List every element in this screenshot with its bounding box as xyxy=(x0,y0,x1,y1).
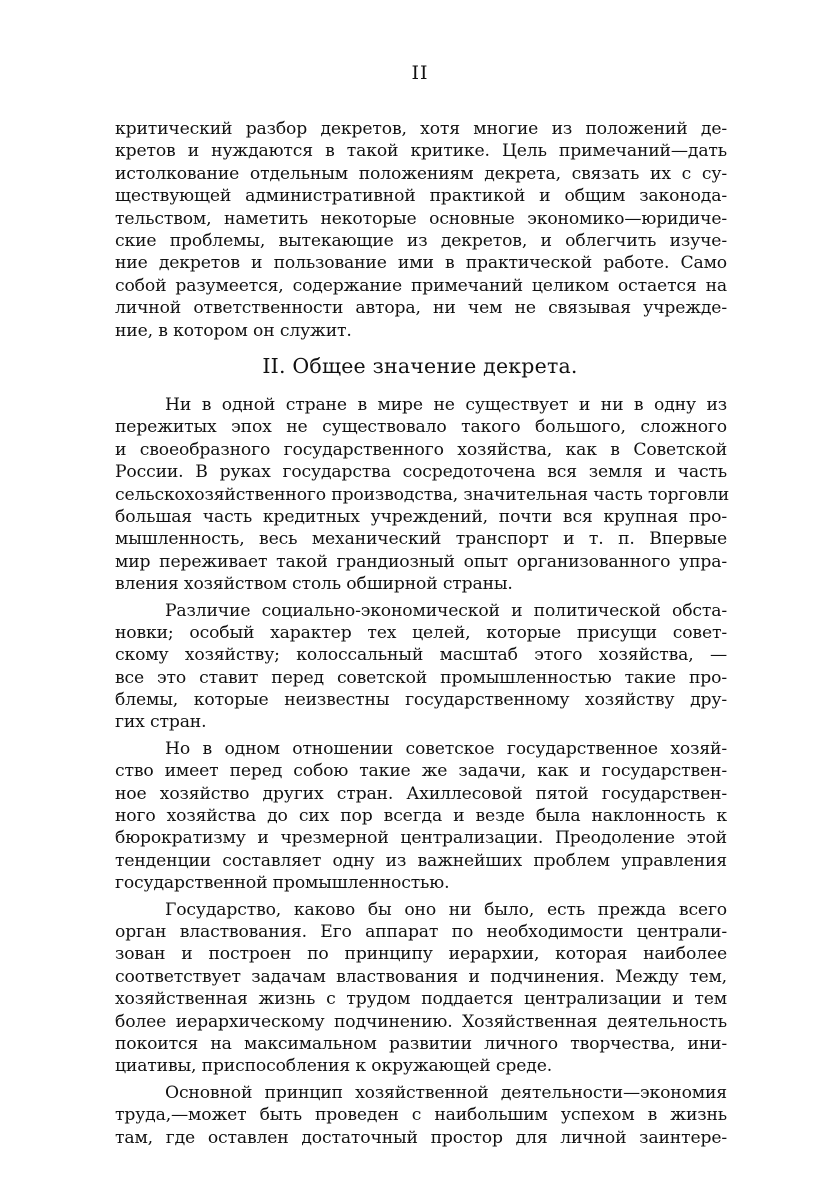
text-line: бюрократизму и чрезмерной централизации. Преодоление этой xyxy=(115,828,727,849)
text-line: там, где оставлен достаточный простор для личной заинтере- xyxy=(115,1127,727,1148)
text-line: кретов и нуждаются в такой критике. Цель примечаний—дать xyxy=(115,141,727,162)
text-line: гих стран. xyxy=(115,712,207,733)
page-number: II xyxy=(411,62,429,84)
text-line: орган властвования. Его аппарат по необходимости централи- xyxy=(115,921,727,942)
text-line: вления хозяйством столь обширной страны. xyxy=(115,574,513,595)
text-line: и своеобразного государственного хозяйства, как в Советской xyxy=(115,439,727,460)
text-line: ного хозяйства до сих пор всегда и везде была наклонность к xyxy=(115,806,727,827)
paragraph xyxy=(115,600,727,734)
text-line: соответствует задачам властвования и подчинения. Между тем, xyxy=(115,966,727,987)
text-line: мышленность, весь механический транспорт и т. п. Впервые xyxy=(115,529,727,550)
text-line: тельством, наметить некоторые основные экономико—юридиче- xyxy=(115,208,727,229)
text-line: ное хозяйство других стран. Ахиллесовой пятой государствен- xyxy=(115,783,727,804)
text-line: Но в одном отношении советское государственное хозяй- xyxy=(165,738,727,759)
text-line: новки; особый характер тех целей, которые присущи совет- xyxy=(115,622,727,643)
section-heading: II. Общее значение декрета. xyxy=(262,354,578,378)
text-line: ние декретов и пользование ими в практической работе. Само xyxy=(115,253,727,274)
text-line: ские проблемы, вытекающие из декретов, и облегчить изуче- xyxy=(115,230,727,251)
text-line: Государство, каково бы оно ни было, есть прежда всего xyxy=(165,899,727,920)
text-line: Ни в одной стране в мире не существует и ни в одну из xyxy=(165,395,727,415)
text-line: блемы, которые неизвестны государственному хозяйству дру- xyxy=(115,690,727,711)
text-line: зован и построен по принципу иерархии, которая наиболее xyxy=(115,944,727,965)
text-line: более иерархическому подчинению. Хозяйственная деятельность xyxy=(115,1011,727,1032)
text-line: России. В руках государства сосредоточена вся земля и часть xyxy=(115,462,727,483)
text-line: циативы, приспособления к окружающей среде. xyxy=(115,1056,553,1077)
text-line: сельскохозяйственного производства, значительная часть торговли xyxy=(115,484,730,505)
text-line: Основной принцип хозяйственной деятельности—экономия xyxy=(165,1082,727,1103)
paragraph xyxy=(115,738,727,895)
text-line: мир переживает такой грандиозный опыт организованного упра- xyxy=(115,551,727,572)
section-body xyxy=(115,394,730,1149)
text-line: ние, в котором он служит. xyxy=(115,320,352,341)
text-line: личной ответственности автора, ни чем не связывая учрежде- xyxy=(115,298,727,319)
paragraph xyxy=(115,394,730,596)
text-line: критический разбор декретов, хотя многие из положений де- xyxy=(115,119,727,139)
paragraph xyxy=(115,899,727,1078)
text-line: государственной промышленностью. xyxy=(115,873,450,894)
text-line: ство имеет перед собою такие же задачи, как и государствен- xyxy=(115,761,727,782)
paragraph xyxy=(115,1082,727,1149)
text-line: тенденции составляет одну из важнейших проблем управления xyxy=(115,850,727,871)
text-line: скому хозяйству; колоссальный масштаб этого хозяйства, — xyxy=(115,645,727,666)
text-line: истолкование отдельным положениям декрета, связать их с су- xyxy=(115,163,727,184)
text-line: пережитых эпох не существовало такого большого, сложного xyxy=(115,417,727,438)
text-line: большая часть кредитных учреждений, почти вся крупная про- xyxy=(115,506,727,527)
text-line: собой разумеется, содержание примечаний целиком остается на xyxy=(115,275,727,296)
intro-paragraph xyxy=(115,118,727,342)
text-line: труда,—может быть проведен с наибольшим успехом в жизнь xyxy=(115,1105,727,1126)
text-line: покоится на максимальном развитии личного творчества, ини- xyxy=(115,1033,727,1054)
text-line: Различие социально-экономической и политической обста- xyxy=(165,600,727,621)
text-line: ществующей административной практикой и общим законода- xyxy=(115,186,727,207)
text-line: все это ставит перед советской промышленностью такие про- xyxy=(115,667,727,688)
text-line: хозяйственная жизнь с трудом поддается централизации и тем xyxy=(115,989,727,1010)
